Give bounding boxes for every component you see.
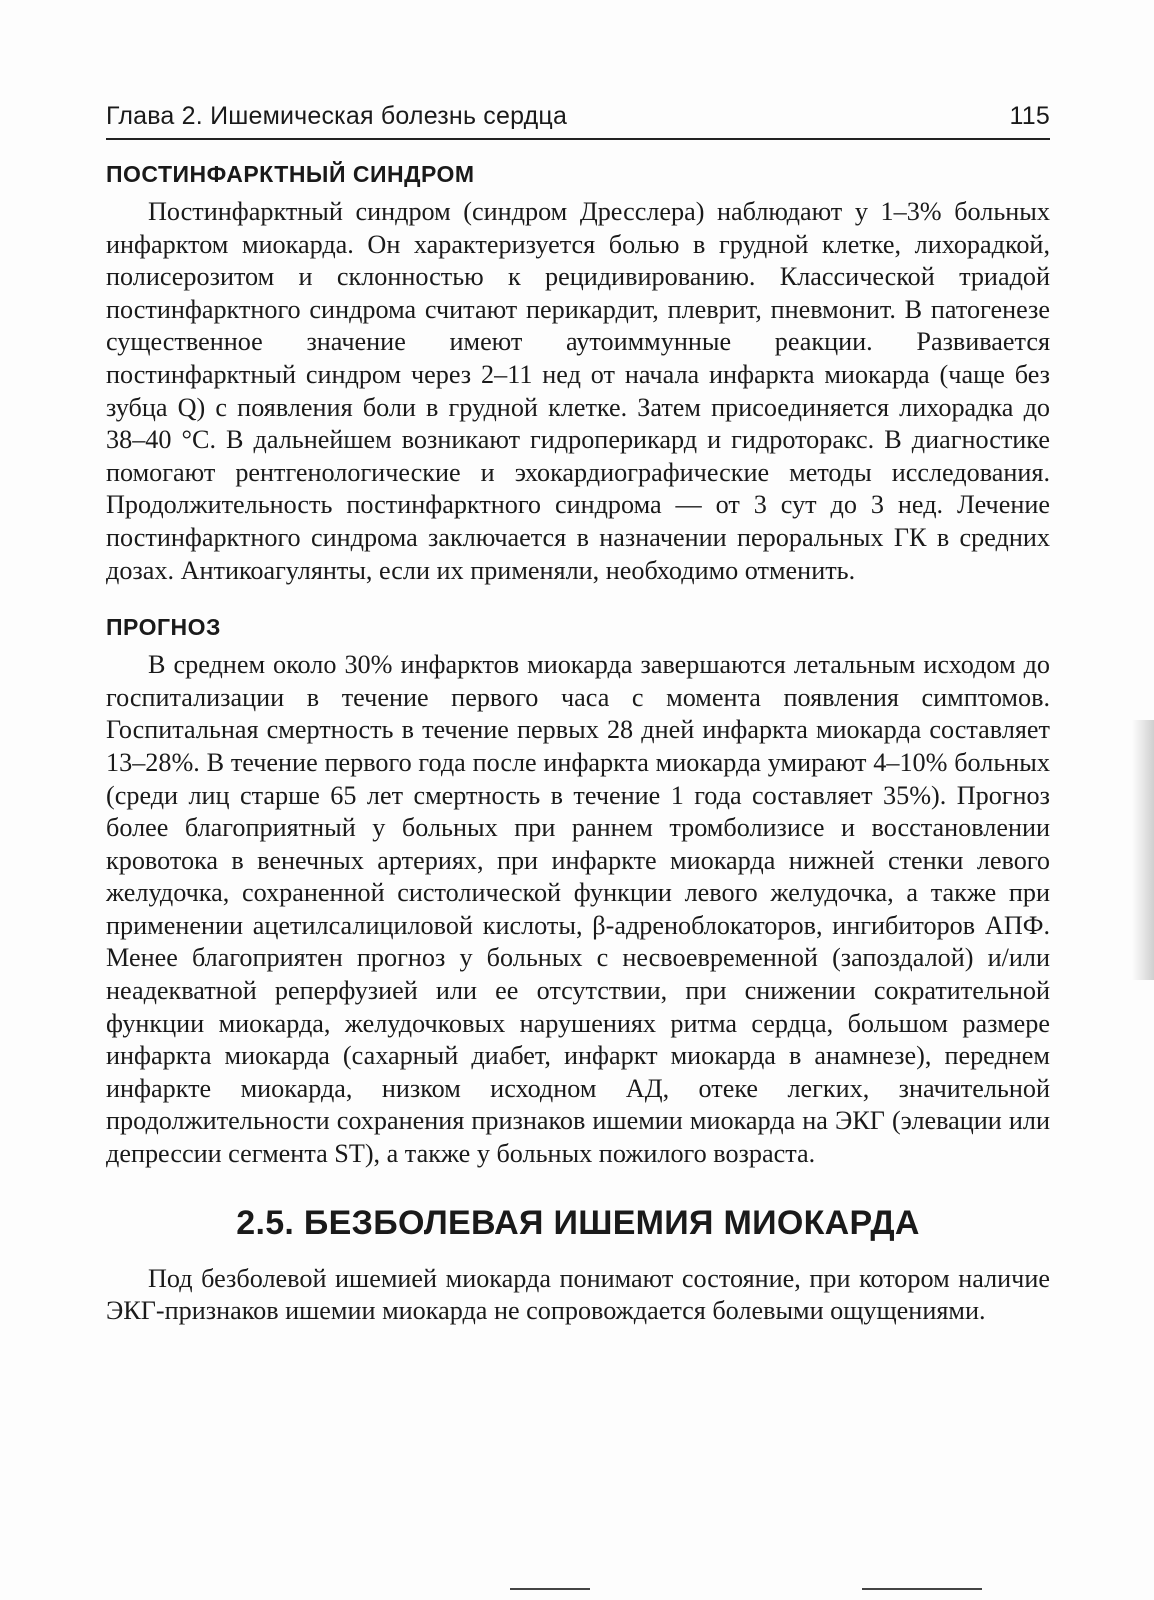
footer-rule-right xyxy=(862,1588,982,1590)
page-content xyxy=(106,158,1050,1328)
chapter-title: Глава 2. Ишемическая болезнь сердца xyxy=(106,102,568,130)
subsection-title: 2.5. БЕЗБОЛЕВАЯ ИШЕМИЯ МИОКАРДА xyxy=(236,1203,920,1242)
section-heading-postinfarction: ПОСТИНФАРКТНЫЙ СИНДРОМ xyxy=(106,161,475,187)
page-number: 115 xyxy=(1009,102,1050,130)
paragraph-postinfarction: Постинфарктный синдром (синдром Дресслера) наблюдают у 1–3% больных инфарктом миокарда. Он характеризуется болью в грудной клетке, лихорадкой, полисерозитом и склонностью к рецидивированию. Классической триадой постинфарктного синдрома считают перикардит, плеврит, пневмонит. В патогенезе существенное значение имеют аутоиммунные реакции. Развивается постинфарктный синдром через 2–11 нед от начала инфаркта миокарда (чаще без зубца Q) с появления боли в грудной клетке. Затем присоединяется лихорадка до 38–40 °С. В дальнейшем возникают гидроперикард и гидроторакс. В диагностике помогают рентгенологические и эхокардиографические методы исследования. Продолжительность постинфарктного синдрома — от 3 сут до 3 нед. Лечение постинфарктного синдрома заключается в назначении пероральных ГК в средних дозах. Антикоагулянты, если их применяли, необходимо отменить. xyxy=(106,197,1050,585)
section-heading-prognosis: ПРОГНОЗ xyxy=(106,614,221,641)
running-head xyxy=(106,98,1050,140)
paragraph-prognosis: В среднем около 30% инфарктов миокарда завершаются летальным исходом до госпитализации в течение первого часа с момента появления симптомов. Госпитальная смертность в течение первых 28 дней инфаркта миокарда составляет 13–28%. В течение первого года после инфаркта миокарда умирают 4–10% больных (среди лиц старше 65 лет смертность в течение 1 года составляет 35%). Прогноз более благоприятный у больных при раннем тромболизисе и восстановлении кровотока в венечных артериях, при инфаркте миокарда нижней стенки левого желудочка, сохраненной систолической функции левого желудочка, а также при применении ацетилсалициловой кислоты, β-адреноблокаторов, ингибиторов АПФ. Менее благоприятен прогноз у больных с несвоевременной (запоздалой) и/или неадекватной реперфузией или ее отсутствии, при снижении сократительной функции миокарда, желудочковых нарушениях ритма сердца, большом размере инфаркта миокарда (сахарный диабет, инфаркт миокарда в анамнезе), переднем инфаркте миокарда, низком исходном АД, отеке легких, значительной продолжительности сохранения признаков ишемии миокарда на ЭКГ (элевации или депрессии сегмента ST), а также у больных пожилого возраста. xyxy=(106,650,1050,1169)
paragraph-silent-ischemia: Под безболевой ишемией миокарда понимают состояние, при котором наличие ЭКГ-признаков ишемии миокарда не сопровождается болевыми ощущениями. xyxy=(106,1263,1050,1326)
page-edge-shadow xyxy=(1132,720,1154,980)
footer-rule-left xyxy=(510,1588,590,1590)
